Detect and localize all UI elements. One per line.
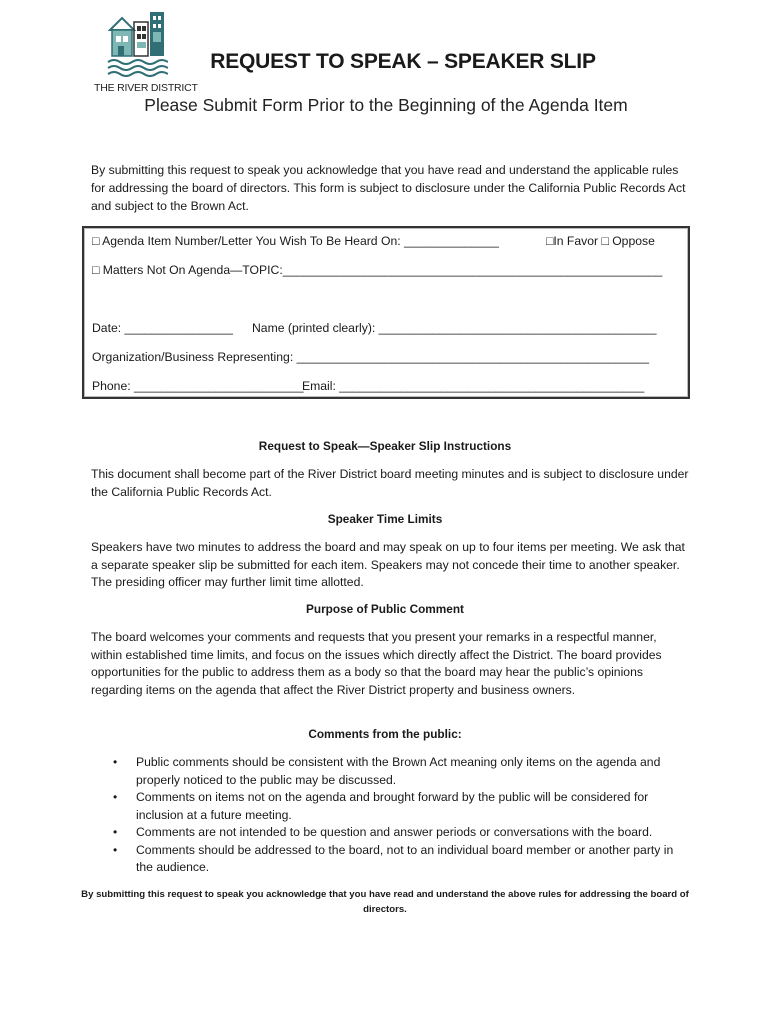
footer-acknowledgement: By submitting this request to speak you acknowledge that you have read and understand the above rules for addressing the board of directors. — [81, 889, 689, 915]
instructions-heading: Request to Speak—Speaker Slip Instructions — [258, 439, 512, 453]
instructions-paragraph: This document shall become part of the River District board meeting minutes and is subject to disclosure under the California Public Records Act. — [91, 467, 689, 499]
time-limits-heading: Speaker Time Limits — [327, 512, 443, 526]
date-field[interactable]: Date: ________________ — [92, 321, 233, 335]
page-title: REQUEST TO SPEAK – SPEAKER SLIP — [210, 50, 596, 73]
organization-field[interactable]: Organization/Business Representing: ____________________________________________________ — [92, 350, 650, 364]
page-subtitle: Please Submit Form Prior to the Beginning of the Agenda Item — [144, 95, 628, 115]
email-field[interactable]: Email: _____________________________________________ — [302, 379, 645, 393]
logo-text: THE RIVER DISTRICT — [94, 82, 198, 94]
agenda-item-field[interactable]: □ Agenda Item Number/Letter You Wish To Be Heard On: ______________ — [92, 234, 499, 248]
purpose-paragraph: The board welcomes your comments and requests that you present your remarks in a respectful manner, within established time limits, and focus on the issues which directly affect the District. The board provides opportunities for the public to address them as a body so that the board may hear the public’s opinions regarding items on the agenda that affect the River District property and business owners. — [91, 630, 662, 697]
list-item: • Comments on items not on the agenda and brought forward by the public will be considered for inclusion at a future meeting. — [91, 789, 691, 824]
intro-paragraph: By submitting this request to speak you acknowledge that you have read and understand the applicable rules for addressing the board of directors. This form is subject to disclosure under the California Public Records Act and subject to the Brown Act. — [91, 163, 686, 213]
comments-heading: Comments from the public: — [308, 727, 462, 741]
speaker-slip-form — [82, 226, 690, 399]
favor-oppose-checkboxes[interactable]: □In Favor □ Oppose — [546, 234, 655, 248]
name-field[interactable]: Name (printed clearly): _________________________________________ — [252, 321, 657, 335]
phone-field[interactable]: Phone: _________________________ — [92, 379, 304, 393]
list-item: • Public comments should be consistent with the Brown Act meaning only items on the agenda and properly noticed to the public may be discussed. — [91, 754, 691, 789]
purpose-heading: Purpose of Public Comment — [306, 602, 464, 616]
matters-not-on-agenda-field[interactable]: □ Matters Not On Agenda—TOPIC:________________________________________________________ — [92, 263, 663, 277]
comments-list — [91, 754, 691, 877]
time-limits-paragraph: Speakers have two minutes to address the board and may speak on up to four items per meeting. We ask that a separate speaker slip be submitted for each item. Speakers may not concede their time to another speaker. The presiding officer may further limit time allotted. — [91, 540, 685, 589]
list-item: • Comments are not intended to be question and answer periods or conversations with the board. — [91, 824, 691, 842]
list-item: • Comments should be addressed to the board, not to an individual board member or another party in the audience. — [91, 842, 691, 877]
